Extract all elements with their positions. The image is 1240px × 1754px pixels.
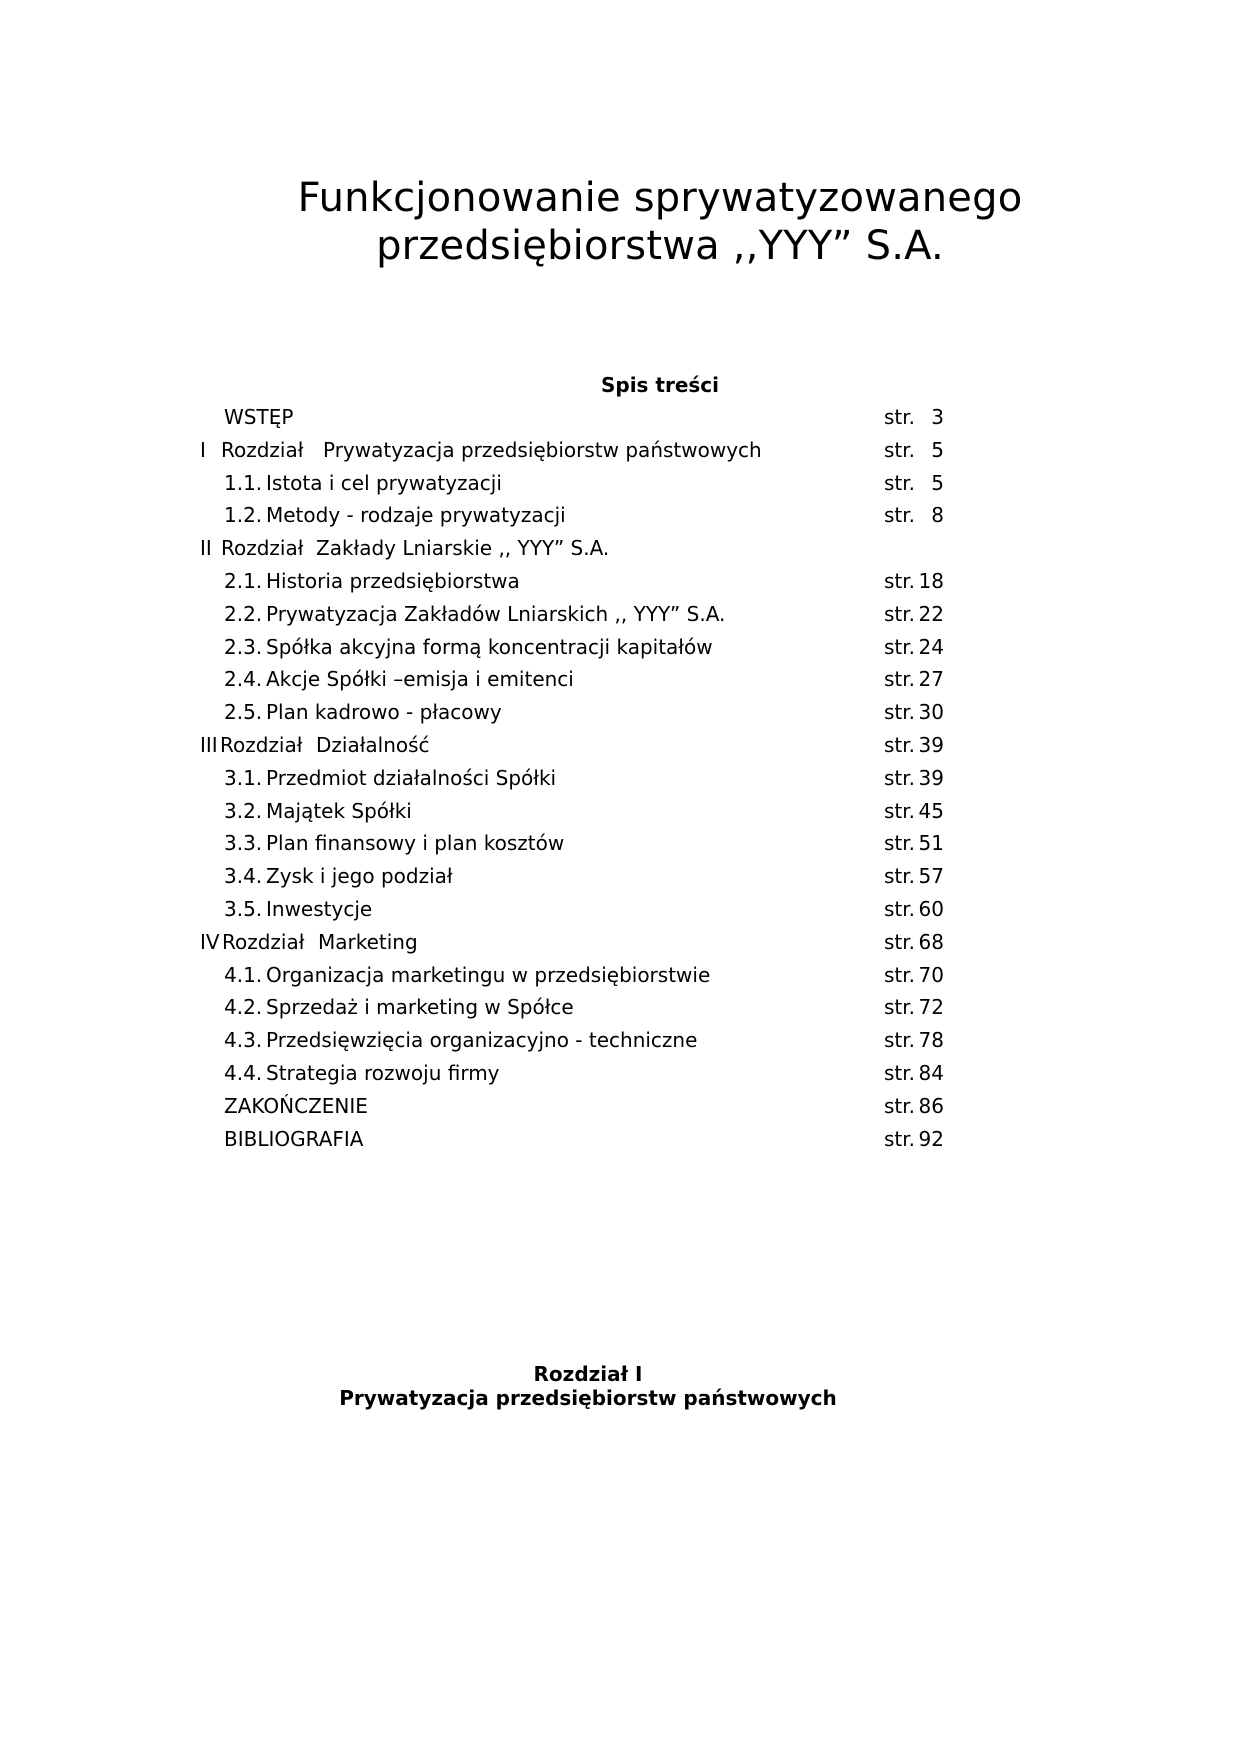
toc-entry-title: Zysk i jego podział	[266, 864, 453, 888]
toc-chapter-word: Rozdział	[221, 438, 304, 462]
toc-entry-title: Historia przedsiębiorstwa	[266, 569, 520, 593]
toc-entry[interactable]	[0, 1025, 1240, 1055]
toc-entry-title: Inwestycje	[266, 897, 373, 921]
toc-entry-title: Przedmiot działalności Spółki	[266, 766, 557, 790]
toc-entry-title: ZAKOŃCZENIE	[224, 1094, 368, 1118]
toc-page-label: str.	[884, 897, 916, 921]
toc-page-number: 39	[918, 733, 944, 757]
toc-entry-number: 2.4.	[224, 667, 263, 691]
toc-page-label: str.	[884, 733, 916, 757]
toc-page-number: 39	[918, 766, 944, 790]
toc-entry-number: 3.2.	[224, 799, 263, 823]
toc-entry-title: Akcje Spółki –emisja i emitenci	[266, 667, 574, 691]
toc-page-label: str.	[884, 799, 916, 823]
toc-page-number: 78	[918, 1028, 944, 1052]
toc-entry-title: Istota i cel prywatyzacji	[266, 471, 502, 495]
toc-entry[interactable]	[0, 566, 1240, 596]
toc-page-number: 45	[918, 799, 944, 823]
toc-entry-title: Sprzedaż i marketing w Spółce	[266, 995, 574, 1019]
toc-chapter-roman: I	[200, 438, 206, 462]
toc-page-label: str.	[884, 471, 916, 495]
toc-page-number: 68	[918, 930, 944, 954]
toc-page-label: str.	[884, 667, 916, 691]
toc-entry-number: 3.3.	[224, 831, 263, 855]
toc-entry[interactable]	[0, 632, 1240, 662]
toc-entry[interactable]	[0, 828, 1240, 858]
toc-page-label: str.	[884, 569, 916, 593]
toc-page-label: str.	[884, 503, 916, 527]
toc-entry-number: 4.2.	[224, 995, 263, 1019]
toc-entry-number: 1.2.	[224, 503, 263, 527]
toc-entry-title: Działalność	[316, 733, 430, 757]
toc-entry[interactable]	[0, 861, 1240, 891]
toc-entry-title: Zakłady Lniarskie ,, YYY” S.A.	[316, 536, 610, 560]
toc-entry-title: Prywatyzacja Zakładów Lniarskich ,, YYY” S.A.	[266, 602, 726, 626]
toc-page-label: str.	[884, 700, 916, 724]
toc-page-number: 5	[931, 438, 944, 462]
toc-page-label: str.	[884, 864, 916, 888]
toc-entry[interactable]	[0, 960, 1240, 990]
chapter-heading-number: Rozdział I	[533, 1362, 643, 1386]
toc-page-number: 24	[918, 635, 944, 659]
toc-page-label: str.	[884, 831, 916, 855]
toc-entry-number: 4.3.	[224, 1028, 263, 1052]
toc-entry-title: Plan finansowy i plan kosztów	[266, 831, 565, 855]
toc-page-number: 18	[918, 569, 944, 593]
toc-entry-title: Prywatyzacja przedsiębiorstw państwowych	[323, 438, 762, 462]
toc-page-number: 57	[918, 864, 944, 888]
toc-entry[interactable]	[0, 402, 1240, 432]
toc-entry[interactable]	[0, 468, 1240, 498]
toc-entry-number: 3.1.	[224, 766, 263, 790]
toc-entry[interactable]	[0, 730, 1240, 760]
toc-page-label: str.	[884, 930, 916, 954]
toc-entry[interactable]	[0, 500, 1240, 530]
chapter-heading-title: Prywatyzacja przedsiębiorstw państwowych	[339, 1386, 837, 1410]
toc-page-label: str.	[884, 1127, 916, 1151]
toc-entry[interactable]	[0, 533, 1240, 563]
toc-page-number: 22	[918, 602, 944, 626]
toc-entry-title: BIBLIOGRAFIA	[224, 1127, 364, 1151]
toc-page-number: 30	[918, 700, 944, 724]
toc-chapter-word: Rozdział	[221, 536, 304, 560]
toc-chapter-roman: III	[200, 733, 218, 757]
toc-entry[interactable]	[0, 697, 1240, 727]
toc-page-number: 5	[931, 471, 944, 495]
toc-entry[interactable]	[0, 435, 1240, 465]
toc-entry[interactable]	[0, 894, 1240, 924]
toc-page-label: str.	[884, 438, 916, 462]
toc-entry-number: 2.5.	[224, 700, 263, 724]
toc-entry-number: 4.4.	[224, 1061, 263, 1085]
toc-entry[interactable]	[0, 796, 1240, 826]
toc-page-label: str.	[884, 963, 916, 987]
toc-entry-title: Przedsięwzięcia organizacyjno - techniczne	[266, 1028, 698, 1052]
toc-page-number: 92	[918, 1127, 944, 1151]
toc-entry-number: 4.1.	[224, 963, 263, 987]
toc-entry-title: Strategia rozwoju firmy	[266, 1061, 500, 1085]
toc-page-label: str.	[884, 1094, 916, 1118]
toc-page-label: str.	[884, 405, 916, 429]
toc-entry-number: 2.3.	[224, 635, 263, 659]
toc-page-number: 72	[918, 995, 944, 1019]
toc-page-label: str.	[884, 1028, 916, 1052]
toc-chapter-word: Rozdział	[222, 930, 305, 954]
toc-page-label: str.	[884, 1061, 916, 1085]
document-title-line-2: przedsiębiorstwa ,,YYY” S.A.	[376, 223, 944, 269]
toc-page-label: str.	[884, 766, 916, 790]
toc-page-number: 86	[918, 1094, 944, 1118]
toc-chapter-roman: II	[200, 536, 212, 560]
toc-entry-title: WSTĘP	[224, 405, 294, 429]
toc-entry[interactable]	[0, 599, 1240, 629]
toc-page-number: 8	[931, 503, 944, 527]
toc-entry-number: 3.5.	[224, 897, 263, 921]
toc-entry-title: Marketing	[318, 930, 418, 954]
toc-heading: Spis treści	[600, 373, 720, 397]
toc-page-number: 84	[918, 1061, 944, 1085]
toc-page-number: 3	[931, 405, 944, 429]
toc-entry[interactable]	[0, 664, 1240, 694]
toc-entry-number: 1.1.	[224, 471, 263, 495]
toc-entry[interactable]	[0, 1124, 1240, 1154]
toc-entry-number: 2.2.	[224, 602, 263, 626]
toc-entry[interactable]	[0, 763, 1240, 793]
toc-page-number: 60	[918, 897, 944, 921]
toc-entry[interactable]	[0, 992, 1240, 1022]
toc-page-number: 70	[918, 963, 944, 987]
toc-page-label: str.	[884, 635, 916, 659]
toc-entry-title: Majątek Spółki	[266, 799, 412, 823]
toc-entry[interactable]	[0, 1091, 1240, 1121]
toc-page-label: str.	[884, 995, 916, 1019]
toc-page-number: 51	[918, 831, 944, 855]
toc-entry[interactable]	[0, 927, 1240, 957]
toc-entry[interactable]	[0, 1058, 1240, 1088]
document-title-line-1: Funkcjonowanie sprywatyzowanego	[297, 175, 1023, 221]
toc-chapter-word: Rozdział	[220, 733, 303, 757]
toc-entry-title: Spółka akcyjna formą koncentracji kapitałów	[266, 635, 713, 659]
toc-entry-title: Metody - rodzaje prywatyzacji	[266, 503, 566, 527]
toc-entry-number: 3.4.	[224, 864, 263, 888]
toc-entry-title: Organizacja marketingu w przedsiębiorstwie	[266, 963, 711, 987]
toc-entry-number: 2.1.	[224, 569, 263, 593]
toc-chapter-roman: IV	[200, 930, 220, 954]
toc-page-number: 27	[918, 667, 944, 691]
toc-entry-title: Plan kadrowo - płacowy	[266, 700, 502, 724]
toc-page-label: str.	[884, 602, 916, 626]
